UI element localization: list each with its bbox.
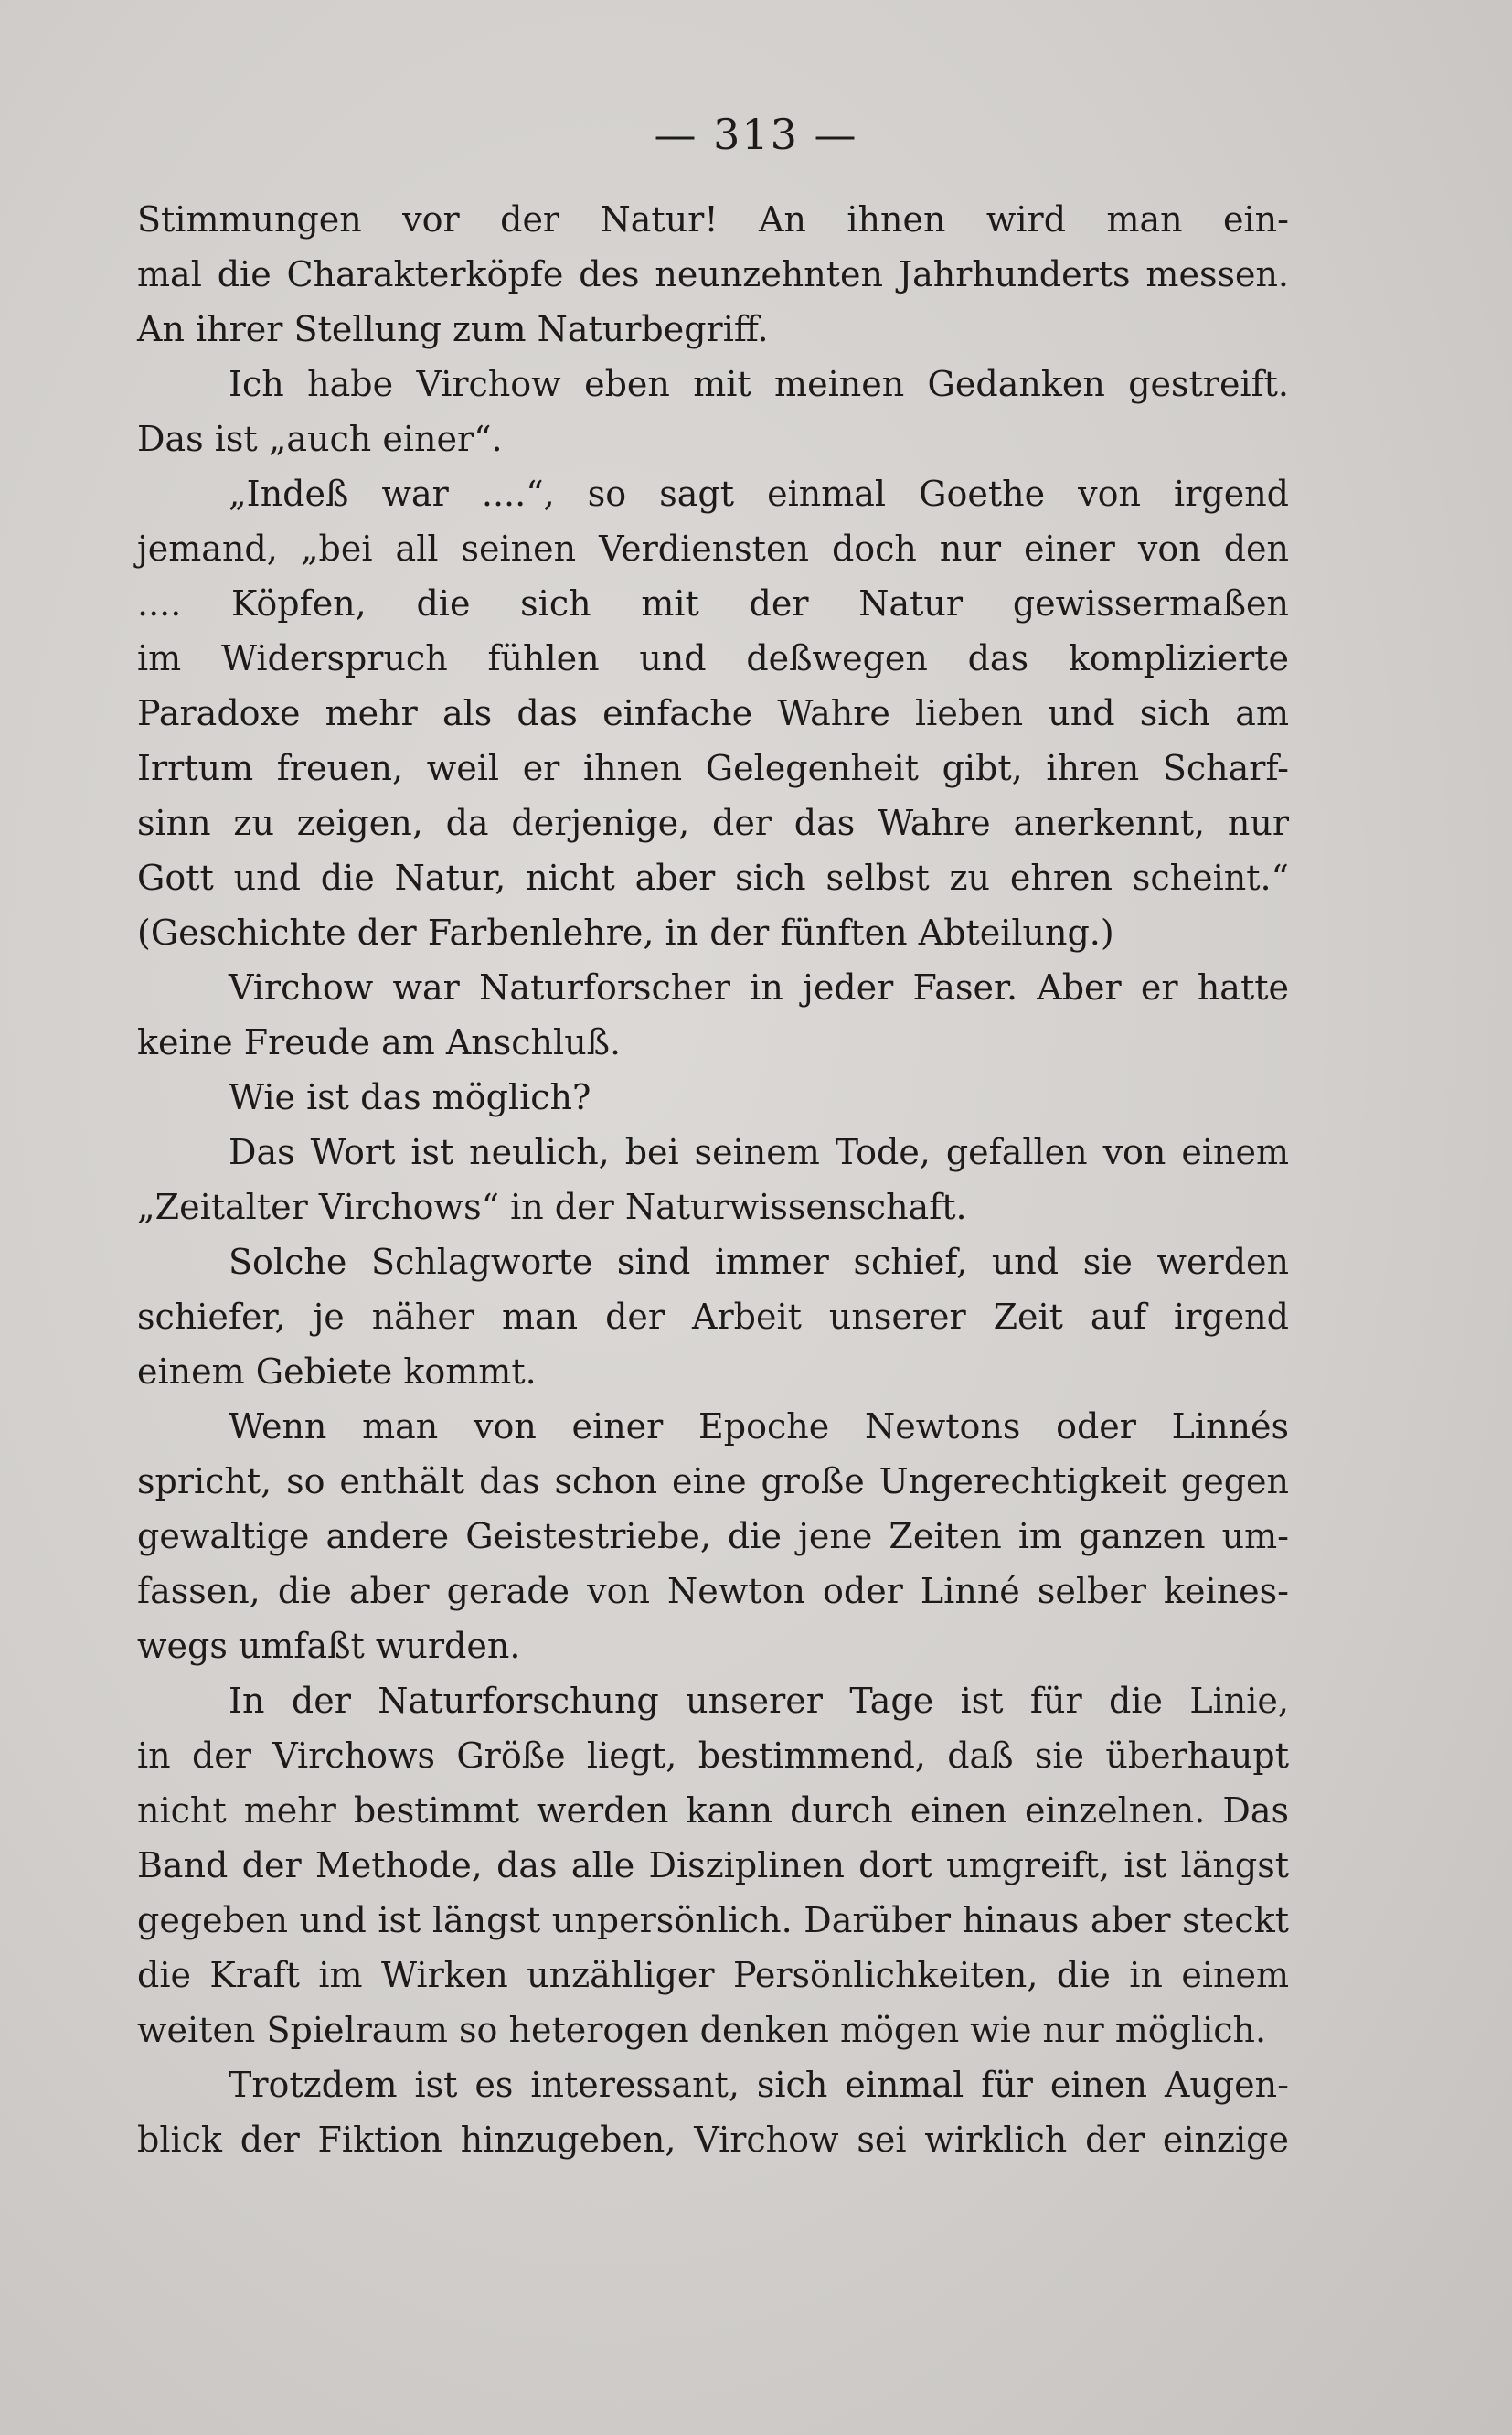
- text-line: sinn zu zeigen, da derjenige, der das Wahre anerkennt, nur: [137, 803, 1289, 843]
- text-line: fassen, die aber gerade von Newton oder Linné selber keines-: [137, 1571, 1289, 1611]
- text-line: schiefer, je näher man der Arbeit unserer Zeit auf irgend: [137, 1297, 1289, 1337]
- text-line: nicht mehr bestimmt werden kann durch einen einzelnen. Das: [137, 1790, 1289, 1831]
- text-line: An ihrer Stellung zum Naturbegriff.: [137, 309, 769, 349]
- text-line: Wenn man von einer Epoche Newtons oder Linnés: [229, 1406, 1289, 1447]
- text-line: In der Naturforschung unserer Tage ist für die Linie,: [229, 1681, 1289, 1721]
- text-line: Band der Methode, das alle Disziplinen dort umgreift, ist längst: [137, 1845, 1289, 1885]
- text-line: Paradoxe mehr als das einfache Wahre lieben und sich am: [137, 693, 1289, 733]
- text-line: Trotzdem ist es interessant, sich einmal für einen Augen-: [229, 2065, 1289, 2105]
- text-line: gewaltige andere Geistestriebe, die jene Zeiten im ganzen um-: [137, 1516, 1289, 1556]
- text-line: .... Köpfen, die sich mit der Natur gewissermaßen: [137, 583, 1289, 624]
- text-line: Solche Schlagworte sind immer schief, und sie werden: [229, 1242, 1289, 1282]
- text-line: blick der Fiktion hinzugeben, Virchow sei wirklich der einzige: [137, 2120, 1289, 2160]
- text-line: jemand, „bei all seinen Verdiensten doch nur einer von den: [137, 529, 1289, 569]
- text-line: Ich habe Virchow eben mit meinen Gedanken gestreift.: [229, 364, 1289, 404]
- text-line: in der Virchows Größe liegt, bestimmend, daß sie überhaupt: [137, 1735, 1289, 1776]
- text-line: Stimmungen vor der Natur! An ihnen wird man ein-: [137, 199, 1289, 240]
- text-line: Das ist „auch einer“.: [137, 419, 503, 459]
- text-line: mal die Charakterköpfe des neunzehnten Jahrhunderts messen.: [137, 254, 1289, 294]
- text-line: Gott und die Natur, nicht aber sich selbst zu ehren scheint.“: [137, 858, 1289, 898]
- text-line: (Geschichte der Farbenlehre, in der fünften Abteilung.): [137, 913, 1114, 953]
- text-line: weiten Spielraum so heterogen denken mögen wie nur möglich.: [137, 2010, 1267, 2050]
- text-line: Irrtum freuen, weil er ihnen Gelegenheit gibt, ihren Scharf-: [137, 748, 1289, 788]
- body-text: [137, 192, 1289, 2167]
- text-line: die Kraft im Wirken unzähliger Persönlichkeiten, die in einem: [137, 1955, 1289, 1995]
- text-line: keine Freude am Anschluß.: [137, 1022, 622, 1063]
- text-line: spricht, so enthält das schon eine große Ungerechtigkeit gegen: [137, 1461, 1289, 1501]
- text-line: gegeben und ist längst unpersönlich. Darüber hinaus aber steckt: [137, 1900, 1289, 1940]
- text-line: „Indeß war ....“, so sagt einmal Goethe von irgend: [229, 474, 1289, 514]
- page-number: — 313 —: [654, 110, 858, 159]
- text-line: Wie ist das möglich?: [229, 1077, 591, 1117]
- text-line: Das Wort ist neulich, bei seinem Tode, gefallen von einem: [229, 1132, 1289, 1172]
- text-line: „Zeitalter Virchows“ in der Naturwissenschaft.: [137, 1187, 967, 1227]
- text-line: Virchow war Naturforscher in jeder Faser. Aber er hatte: [229, 967, 1289, 1008]
- text-line: wegs umfaßt wurden.: [137, 1626, 521, 1666]
- text-line: im Widerspruch fühlen und deßwegen das komplizierte: [137, 638, 1289, 678]
- text-line: einem Gebiete kommt.: [137, 1351, 537, 1392]
